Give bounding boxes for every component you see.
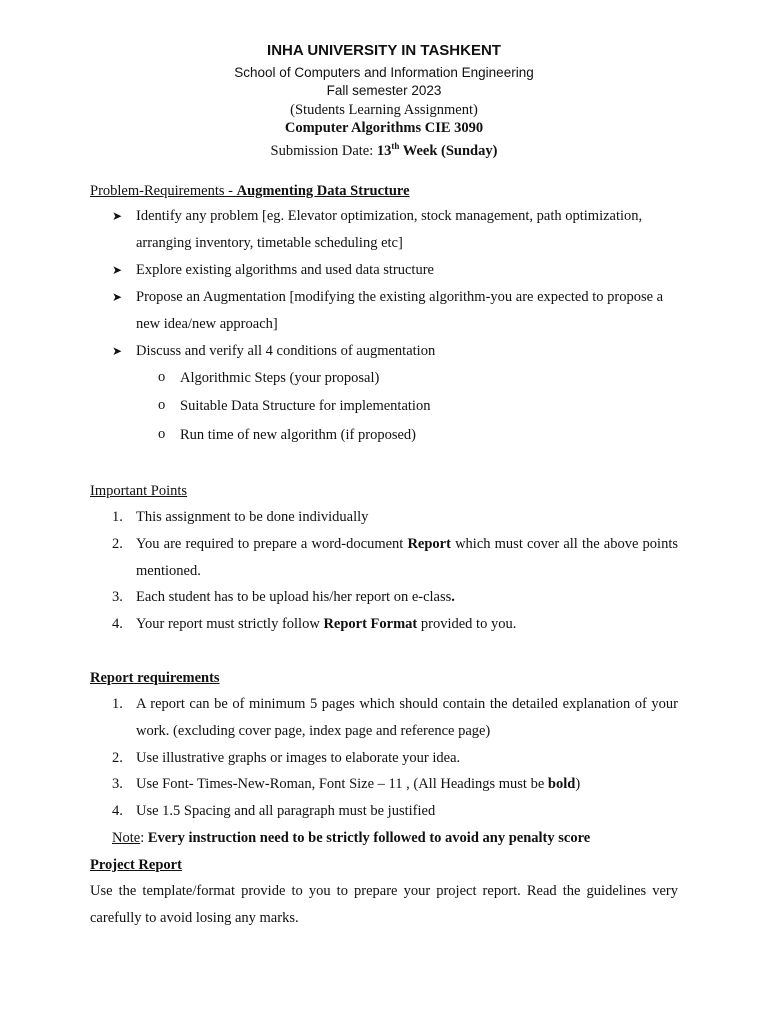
circle-bullet-icon: o xyxy=(158,369,166,385)
note-text: Every instruction need to be strictly followed to avoid any penalty score xyxy=(147,830,591,846)
problem-bullet-text: Identify any problem [eg. Elevator optimization, stock management, path optimization, arranging inventory, timetable scheduling etc] xyxy=(136,208,643,251)
problem-sub-bullet-text: Algorithmic Steps (your proposal) xyxy=(180,370,380,386)
item-number: 4. xyxy=(112,803,123,819)
university-title: INHA UNIVERSITY IN TASHKENT xyxy=(267,42,501,59)
submission-week-rest: Week (Sunday) xyxy=(399,142,498,159)
project-report-paragraph: Use the template/format provide to you to prepare your project report. Read the guidelines very carefully to avoid losing any marks. xyxy=(90,883,678,926)
text-post: provided to you. xyxy=(417,616,517,632)
important-item-text xyxy=(136,531,678,585)
problem-sub-bullet-text: Suitable Data Structure for implementation xyxy=(180,398,431,414)
text-bold: Report Format xyxy=(323,616,418,632)
report-req-item-text: A report can be of minimum 5 pages which should contain the detailed explanation of your work. (excluding cover page, index page and reference page) xyxy=(136,696,678,739)
item-number: 2. xyxy=(112,536,123,552)
circle-bullet-icon: o xyxy=(158,426,166,442)
arrow-bullet-icon: ➤ xyxy=(112,344,123,358)
note-line xyxy=(112,829,700,847)
report-req-item-text: Use 1.5 Spacing and all paragraph must be justified xyxy=(136,803,436,819)
report-req-heading xyxy=(90,669,678,687)
item-number: 4. xyxy=(112,616,123,632)
semester: Fall semester 2023 xyxy=(326,83,442,98)
problem-heading-bold: Augmenting Data Structure xyxy=(236,183,410,199)
note-label: Note xyxy=(112,830,141,846)
assignment-type: (Students Learning Assignment) xyxy=(290,102,478,118)
text-pre: Use Font- Times-New-Roman, Font Size – 11 , (All Headings must be xyxy=(136,776,548,792)
problem-bullet-text: Discuss and verify all 4 conditions of augmentation xyxy=(136,343,436,359)
submission-week-sup: th xyxy=(391,141,400,151)
text-post: ) xyxy=(575,776,581,792)
school-name: School of Computers and Information Engineering xyxy=(234,65,534,80)
text-bold: . xyxy=(451,589,455,605)
submission-week-num: 13 xyxy=(376,142,392,159)
text-bold: Report xyxy=(407,536,451,552)
submission-prefix: Submission Date: xyxy=(270,142,377,159)
problem-heading xyxy=(90,182,678,200)
text-pre: Each student has to be upload his/her report on e-class xyxy=(136,589,452,605)
problem-bullet-text: Propose an Augmentation [modifying the existing algorithm-you are expected to propose a new idea/new approach] xyxy=(136,289,664,332)
text-bold: bold xyxy=(547,776,576,792)
report-req-item-text xyxy=(136,771,678,798)
report-req-heading-text: Report requirements xyxy=(90,670,220,686)
report-req-item-text: Use illustrative graphs or images to elaborate your idea. xyxy=(136,750,461,766)
submission-date xyxy=(0,137,768,160)
arrow-bullet-icon: ➤ xyxy=(112,263,123,277)
important-item-text xyxy=(136,611,678,638)
course-title: Computer Algorithms CIE 3090 xyxy=(284,120,484,136)
note-colon: : xyxy=(140,830,148,846)
item-number: 1. xyxy=(112,696,123,712)
problem-sub-bullet-text: Run time of new algorithm (if proposed) xyxy=(180,427,416,443)
text-pre: Your report must strictly follow xyxy=(136,616,324,632)
important-item-text: This assignment to be done individually xyxy=(136,509,369,525)
important-item-text xyxy=(136,584,678,611)
circle-bullet-icon: o xyxy=(158,397,166,413)
arrow-bullet-icon: ➤ xyxy=(112,209,123,223)
important-heading xyxy=(90,482,678,500)
problem-heading-prefix: Problem-Requirements - xyxy=(90,183,237,199)
item-number: 2. xyxy=(112,750,123,766)
arrow-bullet-icon: ➤ xyxy=(112,290,123,304)
text-post: which must cover all the above points mentioned. xyxy=(136,536,678,579)
item-number: 3. xyxy=(112,589,123,605)
text-pre: You are required to prepare a word-document xyxy=(136,536,408,552)
project-report-heading-text: Project Report xyxy=(90,857,182,873)
important-heading-text: Important Points xyxy=(90,483,188,499)
item-number: 1. xyxy=(112,509,123,525)
item-number: 3. xyxy=(112,776,123,792)
problem-bullet-text: Explore existing algorithms and used data structure xyxy=(136,262,434,278)
project-report-heading xyxy=(90,856,678,874)
